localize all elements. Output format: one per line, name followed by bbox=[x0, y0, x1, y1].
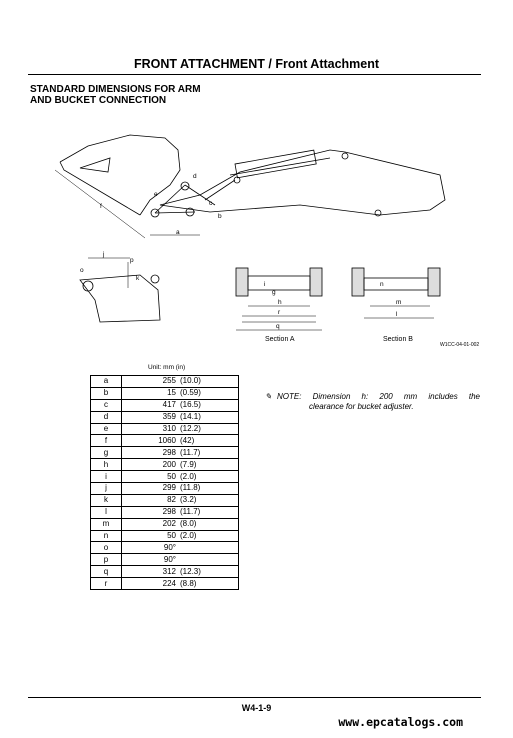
row-inch: (12.3) bbox=[180, 566, 201, 576]
label-o: o bbox=[80, 267, 84, 274]
table-row bbox=[91, 411, 239, 423]
row-mm: 200 bbox=[162, 459, 176, 469]
row-inch: (2.0) bbox=[180, 531, 197, 541]
row-letter: i bbox=[91, 471, 122, 483]
table-row bbox=[91, 471, 239, 483]
table-row bbox=[91, 566, 239, 578]
row-inch: (8.0) bbox=[180, 519, 197, 529]
row-inch: (11.7) bbox=[180, 507, 201, 517]
label-r: r bbox=[278, 309, 281, 316]
table-row bbox=[91, 423, 239, 435]
row-letter: q bbox=[91, 566, 122, 578]
row-mm: 299 bbox=[162, 483, 176, 493]
page-number: W4-1-9 bbox=[241, 703, 272, 713]
table-row bbox=[91, 387, 239, 399]
cylinder-body bbox=[235, 150, 316, 178]
table-row bbox=[91, 542, 239, 554]
label-h: h bbox=[278, 299, 282, 306]
table-row bbox=[91, 447, 239, 459]
row-letter: b bbox=[91, 387, 122, 399]
row-mm: 1060 bbox=[158, 435, 176, 445]
row-mm: 90° bbox=[163, 554, 176, 564]
label-c: c bbox=[209, 200, 213, 207]
row-value bbox=[122, 387, 239, 399]
row-letter: h bbox=[91, 459, 122, 471]
row-mm: 202 bbox=[162, 519, 176, 529]
table-row bbox=[91, 554, 239, 566]
row-letter: a bbox=[91, 376, 122, 388]
row-mm: 312 bbox=[162, 566, 176, 576]
label-g: g bbox=[272, 289, 276, 296]
row-mm: 224 bbox=[162, 578, 176, 588]
link-3 bbox=[155, 212, 195, 213]
row-value bbox=[122, 447, 239, 459]
row-value bbox=[122, 411, 239, 423]
row-mm: 50 bbox=[167, 471, 176, 481]
row-value bbox=[122, 506, 239, 518]
row-letter: m bbox=[91, 518, 122, 530]
note-text-2: clearance for bucket adjuster. bbox=[309, 402, 414, 411]
row-mm: 50 bbox=[167, 531, 176, 541]
row-letter: n bbox=[91, 530, 122, 542]
label-n: n bbox=[380, 281, 384, 288]
table-row bbox=[91, 506, 239, 518]
arm-outline bbox=[160, 150, 445, 215]
table-row bbox=[91, 399, 239, 411]
link-1 bbox=[155, 185, 185, 213]
bucket-teeth bbox=[80, 158, 110, 172]
row-value bbox=[122, 578, 239, 590]
row-inch: (0.59) bbox=[180, 388, 201, 398]
row-mm: 417 bbox=[162, 400, 176, 410]
row-value bbox=[122, 435, 239, 447]
row-value bbox=[122, 459, 239, 471]
table-row bbox=[91, 530, 239, 542]
row-inch: (8.8) bbox=[180, 578, 197, 588]
row-inch: (11.7) bbox=[180, 447, 201, 457]
row-value bbox=[122, 530, 239, 542]
row-value bbox=[122, 566, 239, 578]
row-letter: l bbox=[91, 506, 122, 518]
row-letter: k bbox=[91, 494, 122, 506]
label-e: e bbox=[154, 191, 158, 198]
row-mm: 298 bbox=[162, 507, 176, 517]
row-inch: (3.2) bbox=[180, 495, 197, 505]
table-row bbox=[91, 494, 239, 506]
footer-rule bbox=[28, 697, 481, 698]
detail-bucket bbox=[80, 275, 160, 322]
unit-label: Unit: mm (in) bbox=[148, 364, 186, 371]
row-mm: 82 bbox=[167, 495, 176, 505]
label-f: f bbox=[100, 203, 102, 210]
row-value bbox=[122, 376, 239, 388]
table-row bbox=[91, 518, 239, 530]
label-b: b bbox=[218, 213, 222, 220]
row-letter: o bbox=[91, 542, 122, 554]
row-inch: (14.1) bbox=[180, 412, 201, 422]
row-value bbox=[122, 399, 239, 411]
label-p: p bbox=[130, 257, 134, 264]
row-letter: g bbox=[91, 447, 122, 459]
label-q: q bbox=[276, 323, 280, 330]
row-inch: (10.0) bbox=[180, 376, 201, 386]
row-letter: p bbox=[91, 554, 122, 566]
row-inch: (2.0) bbox=[180, 471, 197, 481]
row-letter: j bbox=[91, 483, 122, 495]
note-line1 bbox=[265, 392, 480, 402]
row-mm: 15 bbox=[167, 388, 176, 398]
row-value bbox=[122, 518, 239, 530]
row-mm: 310 bbox=[162, 424, 176, 433]
row-mm: 255 bbox=[162, 376, 176, 386]
row-inch: (11.8) bbox=[180, 483, 201, 493]
row-value bbox=[122, 494, 239, 506]
table-row bbox=[91, 376, 239, 388]
row-letter: d bbox=[91, 411, 122, 423]
row-mm: 90° bbox=[163, 542, 176, 552]
label-a: a bbox=[176, 229, 180, 236]
label-m: m bbox=[396, 299, 402, 306]
note-prefix: NOTE: bbox=[277, 392, 302, 401]
table-row bbox=[91, 578, 239, 590]
row-letter: f bbox=[91, 435, 122, 447]
row-value bbox=[122, 423, 239, 435]
row-mm: 359 bbox=[162, 412, 176, 422]
section-b-label: Section B bbox=[383, 336, 413, 343]
row-inch: (16.5) bbox=[180, 400, 201, 410]
dimensions-table bbox=[90, 375, 239, 590]
footer-url[interactable]: www.epcatalogs.com bbox=[338, 715, 463, 729]
arm-bucket-drawing bbox=[0, 0, 513, 360]
note-text-1: Dimension h: 200 mm includes the bbox=[312, 392, 480, 401]
label-d: d bbox=[193, 173, 197, 180]
figure-code: W1CC-04-01-002 bbox=[440, 342, 480, 348]
row-letter: c bbox=[91, 399, 122, 411]
table-row bbox=[91, 483, 239, 495]
detail-pin-2 bbox=[151, 275, 159, 283]
link-4 bbox=[205, 180, 235, 200]
row-inch: (12.2) bbox=[180, 424, 201, 433]
row-value bbox=[122, 554, 239, 566]
section-title-line2: AND BUCKET CONNECTION bbox=[30, 95, 167, 106]
arm-cylinder bbox=[230, 158, 330, 175]
pin-2 bbox=[181, 182, 189, 190]
note bbox=[265, 392, 480, 412]
label-i: i bbox=[264, 281, 266, 288]
section-title-line1: STANDARD DIMENSIONS FOR ARM bbox=[30, 84, 201, 95]
row-inch: (7.9) bbox=[180, 459, 197, 469]
section-a-label: Section A bbox=[265, 336, 295, 343]
page-title: FRONT ATTACHMENT / Front Attachment bbox=[133, 57, 380, 71]
row-letter: r bbox=[91, 578, 122, 590]
label-k: k bbox=[136, 275, 140, 282]
label-j: j bbox=[103, 251, 105, 258]
table-row bbox=[91, 435, 239, 447]
label-l: l bbox=[396, 311, 398, 318]
row-letter: e bbox=[91, 423, 122, 435]
row-value bbox=[122, 471, 239, 483]
row-value bbox=[122, 542, 239, 554]
row-value bbox=[122, 483, 239, 495]
table-row bbox=[91, 459, 239, 471]
pin-6 bbox=[342, 153, 348, 159]
pencil-icon: ✎ bbox=[265, 392, 272, 401]
row-mm: 298 bbox=[162, 447, 176, 457]
row-inch: (42) bbox=[180, 435, 195, 445]
